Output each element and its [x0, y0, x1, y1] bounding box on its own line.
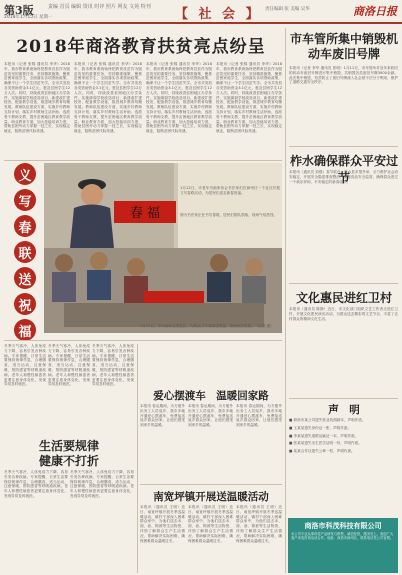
issue-date: 2018年1月15日 星期一 [4, 15, 53, 20]
notice-item: ■ 王某某遗失身份证一张，声明作废。 [289, 425, 352, 430]
divider [289, 146, 398, 147]
notice-item: ■ 李某某遗失道路运输证一本，声明作废。 [289, 433, 359, 438]
divider [4, 160, 282, 161]
ad-body: 本公司专业从事科技产品研发与销售，诚信经营，服务至上。欢迎广大客户来电咨询洽谈合作，地址：商洛市商州区，联系电话见公司官网。 [291, 532, 394, 541]
notice-list [289, 418, 398, 454]
health-body-col1: 冬季天气寒冷，人体免疫力下降，容易引发各种疾病。专家提醒，日常生活要保持规律作息，合理膳食，适当运动，注意保暖，预防感冒等呼吸道疾病。老年人和慢性病患者更要注意身体变化，发现异常及时就医。 [4, 470, 68, 498]
nav-links: 责编 首页 编辑 资讯 时评 照片 网友 文苑 特刊 [48, 4, 151, 10]
right-headline-1: 市车管所集中销毁机动车废旧号牌 [289, 32, 398, 61]
right-headline-3: 文化惠民进红卫村 [295, 291, 392, 305]
divider [4, 340, 282, 341]
vertical-title-char: 联 [14, 241, 36, 263]
nankuan-body-col3: 本报讯（通讯员 王明）近日，南宽坪镇开展冬季送温暖活动，镇村干部深入困难群众家中，为他们送去米、面、油、棉被等生活物资，详细了解群众生产生活情况，帮助解决实际困难，确保困难群众温暖过冬。 [236, 505, 282, 543]
divider [289, 283, 398, 284]
editor-line: 责任编辑 张 美编 吴华 [265, 7, 310, 12]
page-number: 第3版 [4, 4, 34, 17]
nankuan-headline: 南宽坪镇开展送温暖活动 [153, 491, 269, 503]
lead-body-col1: 本报讯（记者 张锦 通讯员 李华）2018年，我市教育系统始终把教育扶贫作为脱贫攻坚的重要任务，坚持精准施策，聚焦贫困家庭学生，全面落实各项资助政策，确保不让一个学生因贫失学。全市共发放各类资助资金3.1亿元，惠及贫困学生12万人次。同时，持续改善贫困地区办学条件，实施薄弱学校改造项目，新建改扩建校舍，配备教学设备，推进城乡教育均衡发展。教师队伍建设方面，实施乡村教师支持计划，落实乡村教师生活补助，选派骨干教师支教，提升贫困地区教育教学质量。职业教育方面，加大技能培训力度，帮助贫困劳动力掌握一技之长，实现稳定就业，阻断贫困代际传递。 [4, 62, 70, 134]
divider [289, 398, 398, 399]
photo-caption-1: 1月12日，市老年书画家协会书法家们在商州区一个社区开展义写春联活动，为居民们送去新春祝福。 [180, 186, 280, 195]
vertical-title-char: 写 [14, 189, 36, 211]
nankuan-body-col2: 本报讯（通讯员 王明）近日，南宽坪镇开展冬季送温暖活动，镇村干部深入困难群众家中，为他们送去米、面、油、棉被等生活物资，详细了解群众生产生活情况，帮助解决实际困难，确保困难群众温暖过冬。 [188, 505, 233, 543]
notice-item: ■ 商洛市某公司遗失营业执照副本，声明作废。 [289, 418, 366, 422]
lead-body-col3: 本报讯（记者 张锦 通讯员 李华）2018年，我市教育系统始终把教育扶贫作为脱贫攻坚的重要任务，坚持精准施策，聚焦贫困家庭学生，全面落实各项资助政策，确保不让一个学生因贫失学。全市共发放各类资助资金3.1亿元，惠及贫困学生12万人次。同时，持续改善贫困地区办学条件，实施薄弱学校改造项目，新建改扩建校舍，配备教学设备，推进城乡教育均衡发展。教师队伍建设方面，实施乡村教师支持计划，落实乡村教师生活补助，选派骨干教师支教，提升贫困地区教育教学质量。职业教育方面，加大技能培训力度，帮助贫困劳动力掌握一技之长，实现稳定就业，阻断贫困代际传递。 [146, 62, 212, 134]
lead-body-col2: 本报讯（记者 张锦 通讯员 李华）2018年，我市教育系统始终把教育扶贫作为脱贫攻坚的重要任务，坚持精准施策，聚焦贫困家庭学生，全面落实各项资助政策，确保不让一个学生因贫失学。全市共发放各类资助资金3.1亿元，惠及贫困学生12万人次。同时，持续改善贫困地区办学条件，实施薄弱学校改造项目，新建改扩建校舍，配备教学设备，推进城乡教育均衡发展。教师队伍建设方面，实施乡村教师支持计划，落实乡村教师生活补助，选派骨干教师支教，提升贫困地区教育教学质量。职业教育方面，加大技能培训力度，帮助贫困劳动力掌握一技之长，实现稳定就业，阻断贫困代际传递。 [74, 62, 142, 134]
lead-body-col4: 本报讯（记者 张锦 通讯员 李华）2018年，我市教育系统始终把教育扶贫作为脱贫攻坚的重要任务，坚持精准施策，聚焦贫困家庭学生，全面落实各项资助政策，确保不让一个学生因贫失学。全市共发放各类资助资金3.1亿元，惠及贫困学生12万人次。同时，持续改善贫困地区办学条件，实施薄弱学校改造项目，新建改扩建校舍，配备教学设备，推进城乡教育均衡发展。教师队伍建设方面，实施乡村教师支持计划，落实乡村教师生活补助，选派骨干教师支教，提升贫困地区教育教学质量。职业教育方面，加大技能培训力度，帮助贫困劳动力掌握一技之长，实现稳定就业，阻断贫困代际传递。 [216, 62, 282, 134]
notice-item: ■ 张某某遗失出生医学证明一份，声明作废。 [289, 441, 362, 446]
photo-caption-2: 图为书法家正在书写春联，居民们排队领取，现场气氛热烈。 [180, 213, 278, 217]
feature-body-col2: 冬季天气寒冷，人体免疫力下降，容易引发各种疾病。专家提醒，日常生活要保持规律作息，合理膳食，适当运动，注意保暖，预防感冒等呼吸道疾病。老年人和慢性病患者更要注意身体变化，发现异常及时就医。 [48, 344, 90, 387]
photo-caption-3: 1月13日，市书画家走进社区，为群众义写春联送祝福，受到热烈欢迎。（记者 摄） [140, 324, 274, 328]
feature-body-col1: 冬季天气寒冷，人体免疫力下降，容易引发各种疾病。专家提醒，日常生活要保持规律作息，合理膳食，适当运动，注意保暖，预防感冒等呼吸道疾病。老年人和慢性病患者更要注意身体变化，发现异常及时就医。 [4, 344, 46, 387]
right-body-1: 本报讯（记者 李华 通讯员 张明）1月11日，市车管所对近年来收回的机动车废旧号牌进行集中销毁，共销毁各类废旧号牌3000余副。此次集中销毁，有效防止了废旧号牌流入社会被不法分子利用，维护了道路交通安全秩序。 [289, 66, 398, 85]
love-body-col1: 本报讯 春运期间，为方便外出务工人员返乡，我市多地开通爱心摆渡车，免费接送返乡群众回家，让他们感受到家乡的温暖。 [140, 404, 185, 428]
ad-title: 商洛市科茂科技有限公司 [304, 522, 382, 530]
right-body-2: 本报讯（通讯员 刘强）春节临近，柞水县多措并举，全力维护社会治安稳定，开展安全隐患排查整治，加强食品安全监管，确保群众度过一个欢乐祥和、平安稳定的新春佳节。 [289, 170, 398, 184]
lead-headline: 2018年商洛教育扶贫亮点纷呈 [16, 37, 266, 57]
notice-headline: 声 明 [328, 404, 360, 416]
vertical-title-char: 祝 [14, 293, 36, 315]
feature-body-col3: 冬季天气寒冷，人体免疫力下降，容易引发各种疾病。专家提醒，日常生活要保持规律作息，合理膳食，适当运动，注意保暖，预防感冒等呼吸道疾病。老年人和慢性病患者更要注意身体变化，发现异常及时就医。 [92, 344, 134, 387]
section-title: 【 社 会 】 [175, 7, 262, 22]
right-body-3: 本报讯（通讯员 陈静）近日，市文化部门组织文艺工作者走进红卫村，开展文化惠民演出活动，为群众送去精彩的文艺节目，丰富了农村群众的精神文化生活。 [289, 307, 398, 321]
love-headline: 爱心摆渡车 温暖回家路 [153, 390, 269, 402]
vertical-title [10, 163, 40, 345]
health-headline-1: 生活要规律 [38, 439, 99, 453]
divider [285, 28, 286, 573]
vertical-title-char: 春 [14, 215, 36, 237]
divider [137, 344, 138, 573]
vertical-title-char: 送 [14, 267, 36, 289]
vertical-title-char: 福 [14, 319, 36, 341]
nankuan-body-col1: 本报讯（通讯员 王明）近日，南宽坪镇开展冬季送温暖活动，镇村干部深入困难群众家中，为他们送去米、面、油、棉被等生活物资，详细了解群众生产生活情况，帮助解决实际困难，确保困难群众温暖过冬。 [140, 505, 185, 543]
svg-text:春 福: 春 福 [129, 206, 161, 221]
divider [140, 484, 282, 485]
love-body-col3: 本报讯 春运期间，为方便外出务工人员返乡，我市多地开通爱心摆渡车，免费接送返乡群众回家，让他们感受到家乡的温暖。 [236, 404, 282, 428]
right-headline-2: 柞水确保群众平安过节 [289, 154, 398, 185]
notice-item: ■ 某某合作社遗失公章一枚，声明作废。 [289, 449, 355, 454]
love-body-col2: 本报讯 春运期间，为方便外出务工人员返乡，我市多地开通爱心摆渡车，免费接送返乡群众回家，让他们感受到家乡的温暖。 [188, 404, 233, 428]
newspaper-logo: 商洛日报 [353, 5, 397, 18]
vertical-title-char: 义 [14, 163, 36, 185]
health-headline-2: 健康不打折 [38, 454, 99, 468]
health-body-col2: 冬季天气寒冷，人体免疫力下降，容易引发各种疾病。专家提醒，日常生活要保持规律作息，合理膳食，适当运动，注意保暖，预防感冒等呼吸道疾病。老年人和慢性病患者更要注意身体变化，发现异常及时就医。 [70, 470, 134, 498]
